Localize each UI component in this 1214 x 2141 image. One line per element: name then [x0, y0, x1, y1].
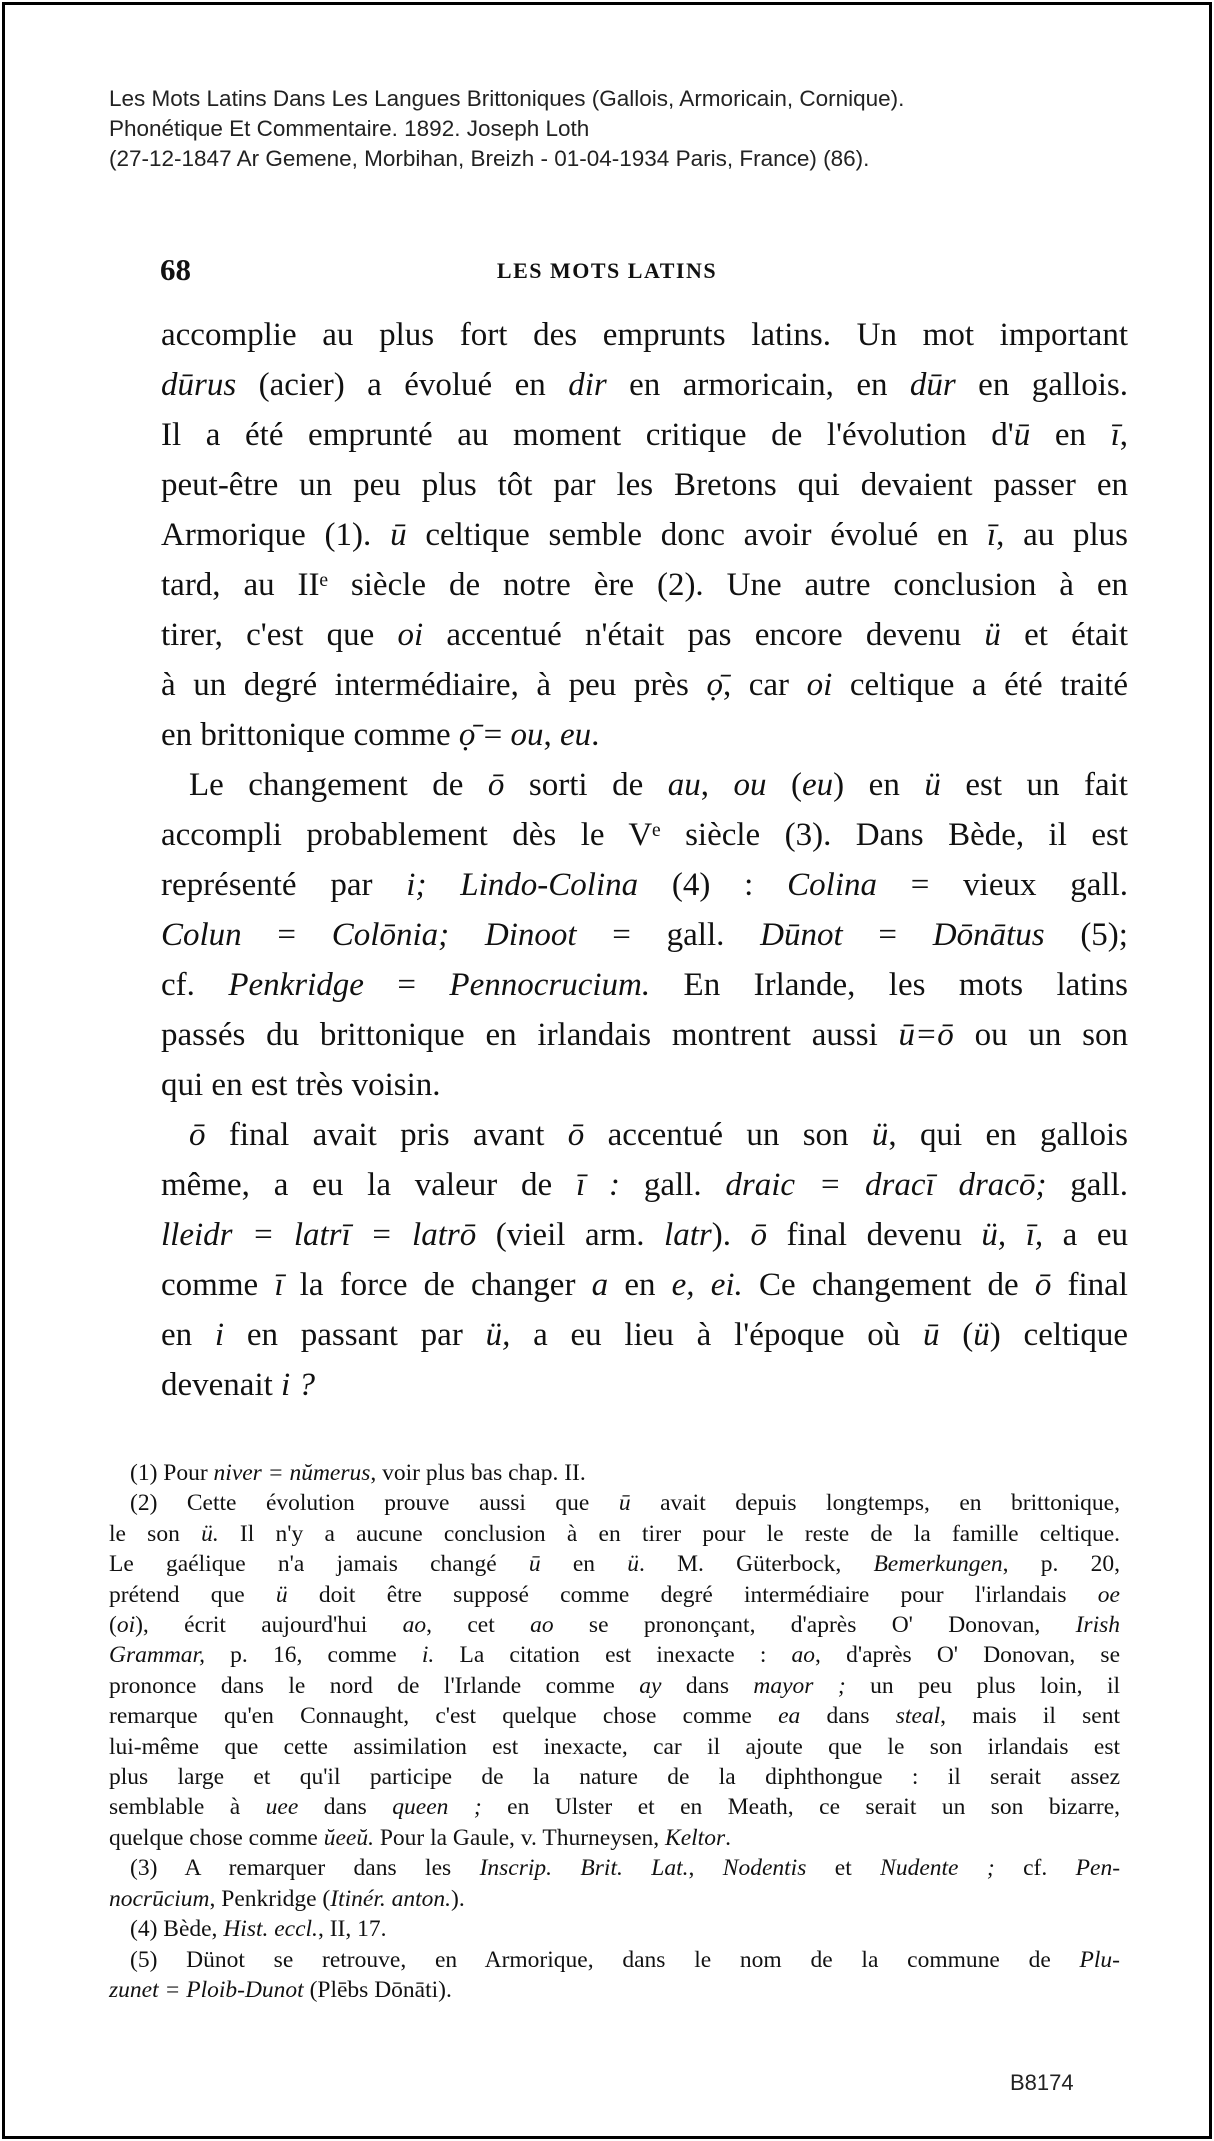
text-run: gall. [620, 1167, 726, 1203]
text-run: ). [711, 1217, 751, 1253]
text-run: (4) : [638, 867, 788, 903]
text-run: final devenu [767, 1217, 982, 1253]
text-run: accompli probablement dès le Vᵉ siècle (3). Dans Bède, il est [161, 817, 1128, 853]
text-run: ( [109, 1612, 117, 1639]
italic-text: Irish [1075, 1612, 1121, 1639]
text-run: ( [766, 767, 803, 803]
italic-text: i; [406, 867, 427, 903]
footnote-line [109, 1580, 1120, 1610]
text-run: en [1030, 417, 1111, 453]
italic-text: zunet = Ploib-Dunot [109, 1976, 304, 2003]
italic-text: steal [895, 1703, 941, 1730]
italic-text: queen ; [392, 1794, 482, 1821]
text-run: plus large et qu'il participe de la nature de la diphthongue : il serait assez [109, 1764, 1120, 1791]
text-run: accentué n'était pas encore devenu [423, 617, 985, 653]
text-run: final [1051, 1267, 1128, 1303]
footnote-line [109, 1914, 1120, 1944]
body-line [161, 660, 1128, 710]
footnote-line [109, 1549, 1120, 1579]
footnote-line [109, 1732, 1120, 1762]
text-run: et était [1000, 617, 1128, 653]
text-run: Il n'y a aucune conclusion à en tirer pour le reste de la famille celtique. [218, 1520, 1121, 1547]
body-line [161, 360, 1128, 410]
italic-text: Itinér. anton. [330, 1885, 452, 1912]
text-run: à un degré intermédiaire, à peu près [161, 667, 707, 703]
text-run: quelque chose comme [109, 1824, 324, 1851]
italic-text: ū [618, 1490, 631, 1517]
body-line [161, 1310, 1128, 1360]
text-run: Il a été emprunté au moment critique de l'évolution d' [161, 417, 1014, 453]
text-run: peut-être un peu plus tôt par les Bretons qui devaient passer en [161, 467, 1128, 503]
footnote-line [109, 1975, 1120, 2005]
body-line [161, 1160, 1128, 1210]
italic-text: ō [567, 1117, 585, 1153]
body-line [161, 860, 1128, 910]
text-run: un peu plus loin, il [845, 1672, 1120, 1699]
italic-text: a [591, 1267, 609, 1303]
text-run: en passant par [224, 1317, 486, 1353]
italic-text: Lindo-Colina [460, 867, 639, 903]
text-run: = vieux gall. [877, 867, 1129, 903]
text-run: , p. 20, [1002, 1551, 1121, 1578]
italic-text: dūrus [161, 367, 237, 403]
header-line: Les Mots Latins Dans Les Langues Brittoniques (Gallois, Armoricain, Cornique). [109, 86, 905, 111]
italic-text: Inscrip. Brit. Lat. [479, 1855, 689, 1882]
text-run: dans [800, 1703, 896, 1730]
text-run: , au plus [996, 517, 1128, 553]
text-run: semblable à [109, 1794, 266, 1821]
text-run: la force de changer [283, 1267, 592, 1303]
italic-text: ī [274, 1267, 284, 1303]
italic-text: ü, ī, [981, 1217, 1044, 1253]
text-run: celtique semble donc avoir évolué en [406, 517, 987, 553]
italic-text: ea [778, 1703, 801, 1730]
italic-text: dir [568, 367, 607, 403]
italic-text: ü [627, 1551, 640, 1578]
italic-text: dūr [909, 367, 956, 403]
footnote-line [109, 1519, 1120, 1549]
footnote-line [109, 1671, 1120, 1701]
italic-text: oi [397, 617, 424, 653]
text-run: accentué un son [584, 1117, 872, 1153]
body-line [161, 1360, 1128, 1410]
italic-text: ou [510, 717, 544, 753]
text-run: (5); [1044, 917, 1128, 953]
text-run: doit être supposé comme degré intermédiaire pour l'irlandais [287, 1581, 1098, 1608]
italic-text: ū [1013, 417, 1031, 453]
body-line [161, 810, 1128, 860]
footnote-line [109, 1792, 1120, 1822]
text-run: en armoricain, en [606, 367, 910, 403]
italic-text: ọ̄ [458, 717, 476, 753]
italic-text: eu [559, 717, 592, 753]
body-line [161, 510, 1128, 560]
italic-text: ü [984, 617, 1001, 653]
text-run: même, a eu la valeur de [161, 1167, 577, 1203]
text-run: dans [661, 1672, 754, 1699]
italic-text: ü, [485, 1317, 511, 1353]
text-run: cf. [161, 967, 229, 1003]
body-line [161, 1060, 1128, 1110]
text-run: En Irlande, les mots latins [650, 967, 1128, 1003]
text-run: . [725, 1824, 731, 1851]
text-run: , Penkridge ( [209, 1885, 331, 1912]
text-run: (acier) a évolué en [236, 367, 569, 403]
text-run: ) en [833, 767, 925, 803]
italic-text: Penkridge [228, 967, 364, 1003]
body-line [161, 310, 1128, 360]
footnotes [109, 1458, 1120, 2005]
text-run: représenté par [161, 867, 407, 903]
italic-text: ō [487, 767, 505, 803]
italic-text: oe [1097, 1581, 1120, 1608]
italic-text: nocrūcium [109, 1885, 210, 1912]
text-run: prononce dans le nord de l'Irlande comme [109, 1672, 640, 1699]
text-run: Le gaélique n'a jamais changé [109, 1551, 529, 1578]
italic-text: lleidr = latrī = latrō [161, 1217, 477, 1253]
italic-text: Colun [161, 917, 242, 953]
italic-text: Dōnātus [932, 917, 1045, 953]
italic-text: ü [973, 1317, 990, 1353]
italic-text: Nudente ; [880, 1855, 995, 1882]
page-number: 68 [160, 252, 191, 287]
body-line [161, 460, 1128, 510]
catalog-code: B8174 [1010, 2070, 1074, 2095]
text-run: = [842, 917, 933, 953]
text-run: , car [722, 667, 807, 703]
italic-text: Grammar, [109, 1642, 205, 1669]
header-line: (27-12-1847 Ar Gemene, Morbihan, Breizh - 01-04-1934 Paris, France) (86). [109, 146, 870, 171]
italic-text: draic = dracī dracō; [725, 1167, 1047, 1203]
text-run: dans [298, 1794, 393, 1821]
italic-text: ī [1110, 417, 1120, 453]
text-run: cf. [994, 1855, 1076, 1882]
italic-text: niver = nŭmerus [213, 1460, 371, 1486]
italic-text: i. [421, 1642, 435, 1669]
text-run: remarque qu'en Connaught, c'est quelque chose comme [109, 1703, 779, 1730]
text-run: , [543, 717, 560, 753]
text-run: , [688, 1855, 723, 1882]
italic-text: ī [986, 517, 997, 553]
text-run: est un fait [940, 767, 1128, 803]
text-run [426, 867, 460, 903]
text-run: tirer, c'est que [161, 617, 398, 653]
text-run: Le changement de [189, 767, 488, 803]
text-run: Pour la Gaule, v. Thurneysen, [373, 1824, 666, 1851]
italic-text: ū [390, 517, 407, 553]
text-run: ), écrit aujourd'hui [135, 1612, 403, 1639]
text-run: , mais il sent [940, 1703, 1121, 1730]
italic-text: Dūnot [760, 917, 843, 953]
text-run: = [363, 967, 450, 1003]
text-run: celtique a été traité [832, 667, 1128, 703]
text-run: en Ulster et en Meath, ce serait un son bizarre, [481, 1794, 1120, 1821]
footnote-line [109, 1945, 1120, 1975]
italic-text: ŭeeŭ. [323, 1824, 374, 1851]
italic-text: latr [664, 1217, 712, 1253]
body-line [161, 710, 1128, 760]
source-header [109, 84, 904, 174]
text-run: en [161, 1317, 215, 1353]
italic-text: eu [802, 767, 834, 803]
italic-text: ī : [576, 1167, 621, 1203]
italic-text: Bemerkungen [873, 1551, 1003, 1578]
text-run: (3) A remarquer dans les [130, 1855, 480, 1882]
header-line: Phonétique Et Commentaire. 1892. Joseph Loth [109, 116, 590, 141]
text-run: ou un son [953, 1017, 1128, 1053]
text-run: lui-même que cette assimilation est inexacte, car il ajoute que le son irlandais est [109, 1733, 1120, 1760]
text-run: en brittonique comme [161, 717, 459, 753]
text-run: prétend que [109, 1581, 276, 1608]
italic-text: ou [733, 767, 767, 803]
italic-text: oi [806, 667, 833, 703]
italic-text: Plu- [1079, 1946, 1120, 1973]
text-run: Ce changement de [742, 1267, 1035, 1303]
footnote-line [109, 1488, 1120, 1518]
body-line [161, 760, 1128, 810]
body-line [161, 1010, 1128, 1060]
text-run: (4) Bède, [130, 1916, 224, 1943]
italic-text: ay [639, 1672, 662, 1699]
body-line [161, 960, 1128, 1010]
italic-text: e, ei. [671, 1267, 743, 1303]
text-run: en [608, 1267, 672, 1303]
text-run: . M. Güterbock, [639, 1551, 874, 1578]
text-run: = [475, 717, 511, 753]
italic-text: ü [871, 1117, 889, 1153]
italic-text: i ? [281, 1367, 315, 1403]
text-run: comme [161, 1267, 275, 1303]
footnote-line [109, 1853, 1120, 1883]
italic-text: Nodentis [722, 1855, 807, 1882]
text-run: , voir plus bas chap. II. [370, 1460, 586, 1486]
text-run: = gall. [576, 917, 761, 953]
body-line [161, 610, 1128, 660]
text-run: p. 16, comme [204, 1642, 422, 1669]
text-run: , cet [426, 1612, 531, 1639]
italic-text: uee [265, 1794, 299, 1821]
text-run: en [540, 1551, 628, 1578]
footnote-line [109, 1640, 1120, 1670]
text-run: final avait pris avant [205, 1117, 568, 1153]
body-line [161, 1110, 1128, 1160]
text-run: (5) Dünot se retrouve, en Armorique, dans le nom de la commune de [130, 1946, 1080, 1973]
italic-text: ọ̄ [706, 667, 723, 703]
text-run: , qui en gallois [888, 1117, 1128, 1153]
body-line [161, 410, 1128, 460]
text-run: ( [939, 1317, 974, 1353]
text-run: , [700, 767, 734, 803]
text-run: a eu [1043, 1217, 1128, 1253]
text-run: , [1119, 417, 1128, 453]
text-run: gall. [1046, 1167, 1129, 1203]
text-run: ). [451, 1885, 465, 1912]
italic-text: Hist. eccl. [223, 1916, 318, 1943]
italic-text: ao [791, 1642, 816, 1669]
text-run: avait depuis longtemps, en brittonique, [630, 1490, 1120, 1517]
text-run: se prononçant, d'après O' Donovan, [553, 1612, 1076, 1639]
italic-text: ō [750, 1217, 768, 1253]
text-run: (1) Pour [130, 1460, 214, 1486]
text-run: tard, au IIᵉ siècle de notre ère (2). Une autre conclusion à en [161, 567, 1128, 603]
footnote-line [109, 1610, 1120, 1640]
italic-text: Pen- [1075, 1855, 1121, 1882]
text-run: passés du brittonique en irlandais montrent aussi [161, 1017, 899, 1053]
text-run: , II, 17. [317, 1916, 387, 1943]
italic-text: ū [528, 1551, 541, 1578]
text-run: . [591, 717, 600, 753]
text-run: (2) Cette évolution prouve aussi que [130, 1490, 619, 1517]
italic-text: ao [530, 1612, 554, 1639]
body-line [161, 1260, 1128, 1310]
italic-text: ō [1034, 1267, 1052, 1303]
italic-text: au [667, 767, 701, 803]
text-run: le son [109, 1520, 202, 1547]
text-run: La citation est inexacte : [434, 1642, 792, 1669]
text-run: en gallois. [955, 367, 1129, 403]
italic-text: ü. [201, 1520, 219, 1547]
text-run: accomplie au plus fort des emprunts latins. Un mot important [161, 317, 1128, 353]
body-line [161, 910, 1128, 960]
italic-text: mayor ; [753, 1672, 846, 1699]
italic-text: ü [275, 1581, 288, 1608]
italic-text: Pennocrucium. [449, 967, 651, 1003]
text-run: et [806, 1855, 881, 1882]
running-title: LES MOTS LATINS [496, 258, 718, 283]
text-run: Armorique (1). [161, 517, 391, 553]
text-run: (Plēbs Dōnāti). [303, 1976, 452, 2003]
italic-text: Keltor [665, 1824, 726, 1851]
italic-text: Colōnia; Dinoot [331, 917, 577, 953]
text-run: devenait [161, 1367, 282, 1403]
text-run: = [241, 917, 332, 953]
text-run: (vieil arm. [476, 1217, 665, 1253]
text-run: sorti de [504, 767, 668, 803]
body-line [161, 1210, 1128, 1260]
footnote-line [109, 1701, 1120, 1731]
italic-text: ū=ō [898, 1017, 954, 1053]
footnote-line [109, 1884, 1120, 1914]
text-run: a eu lieu à l'époque où [510, 1317, 924, 1353]
italic-text: ao [402, 1612, 427, 1639]
italic-text: ō [189, 1117, 206, 1153]
italic-text: ū [923, 1317, 940, 1353]
text-run: ) celtique [989, 1317, 1128, 1353]
text-run: qui en est très voisin. [161, 1067, 441, 1103]
footnote-line [109, 1823, 1120, 1853]
text-run: , d'après O' Donovan, se [815, 1642, 1120, 1669]
italic-text: ü [924, 767, 941, 803]
body-line [161, 560, 1128, 610]
italic-text: i [214, 1317, 225, 1353]
footnote-line [109, 1762, 1120, 1792]
italic-text: oi [116, 1612, 136, 1639]
italic-text: Colina [787, 867, 877, 903]
body-text [161, 310, 1128, 1410]
footnote-line [109, 1458, 1120, 1488]
